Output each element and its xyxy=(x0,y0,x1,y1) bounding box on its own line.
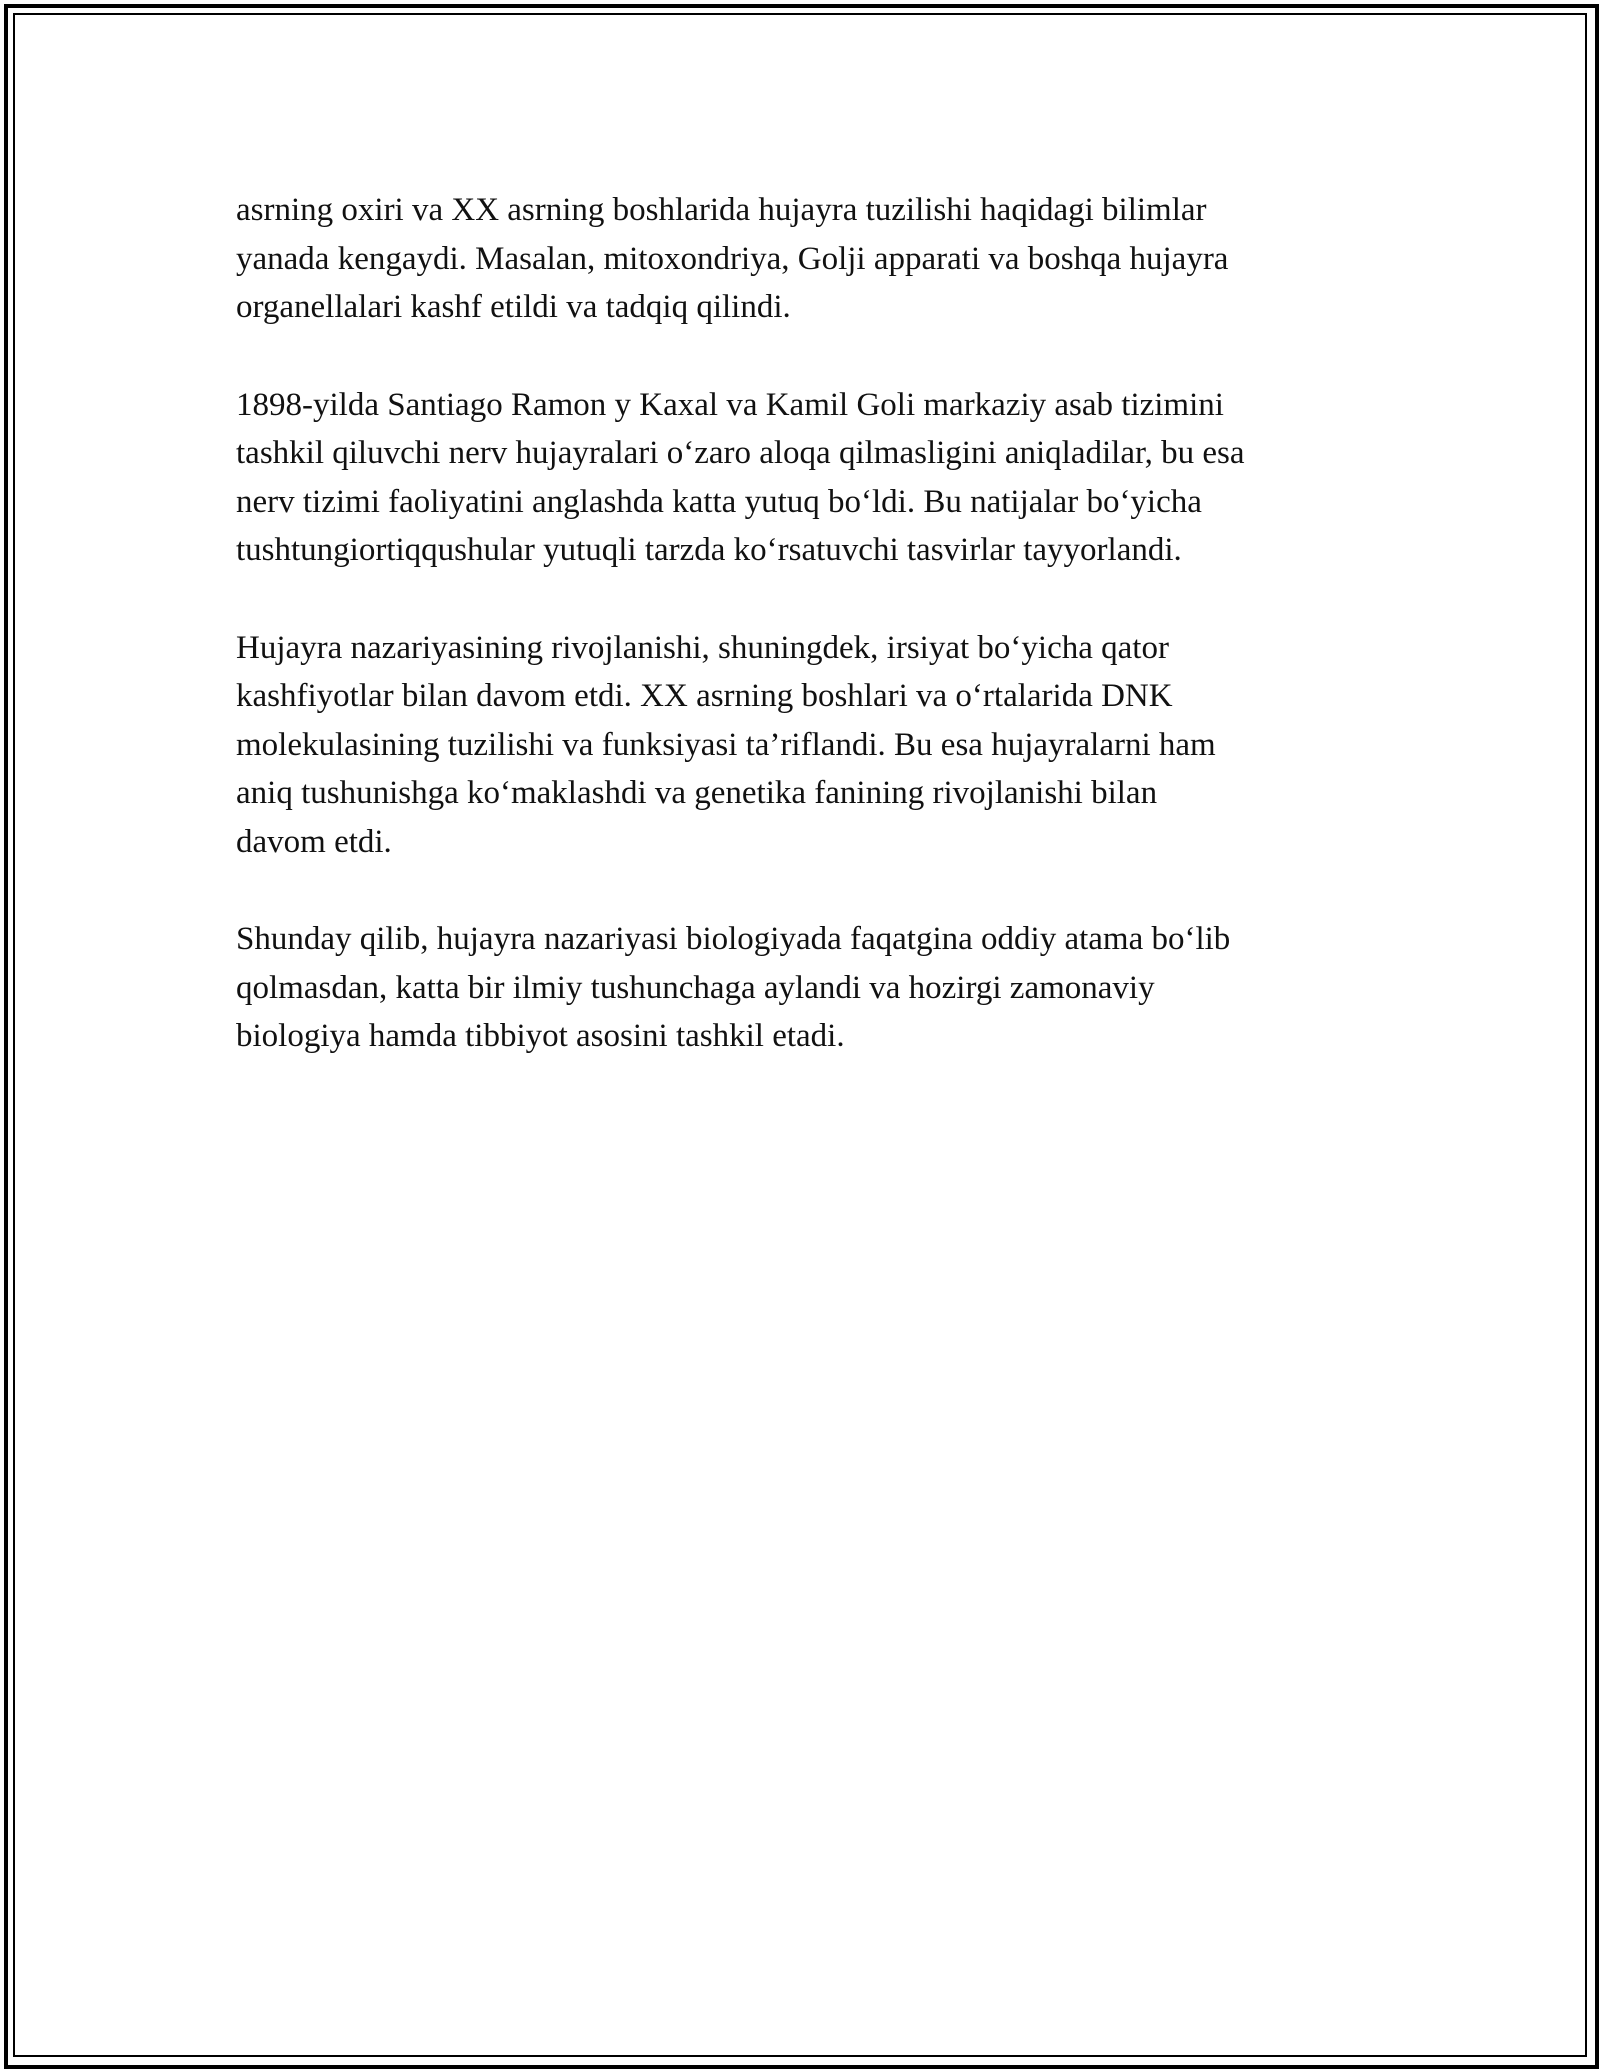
text-line: davom etdi. xyxy=(236,823,392,860)
text-line: asrning oxiri va XX asrning boshlarida hujayra tuzilishi haqidagi bilimlar xyxy=(236,192,1207,228)
paragraph-1 xyxy=(236,186,1386,332)
text-line: yanada kengaydi. Masalan, mitoxondriya, Golji apparati va boshqa hujayra xyxy=(236,240,1229,277)
text-line: tashkil qiluvchi nerv hujayralari o‘zaro aloqa qilmasligini aniqladilar, bu esa xyxy=(236,435,1245,471)
text-line: tushtungiortiqqushular yutuqli tarzda ko‘rsatuvchi tasvirlar tayyorlandi. xyxy=(236,532,1182,568)
text-line: biologiya hamda tibbiyot asosini tashkil etadi. xyxy=(236,1018,845,1054)
text-line: nerv tizimi faoliyatini anglashda katta yutuq bo‘ldi. Bu natijalar bo‘yicha xyxy=(236,483,1202,520)
paragraph-2 xyxy=(236,381,1386,575)
text-line: Shunday qilib, hujayra nazariyasi biologiyada faqatgina oddiy atama bo‘lib xyxy=(236,921,1231,957)
text-line: organellalari kashf etildi va tadqiq qilindi. xyxy=(236,289,791,325)
text-line: Hujayra nazariyasining rivojlanishi, shuningdek, irsiyat bo‘yicha qator xyxy=(236,629,1169,666)
paragraph-3 xyxy=(236,624,1386,867)
text-line: molekulasining tuzilishi va funksiyasi ta’riflandi. Bu esa hujayralarni ham xyxy=(236,726,1216,763)
text-line: kashfiyotlar bilan davom etdi. XX asrning boshlari va o‘rtalarida DNK xyxy=(236,678,1173,714)
document-body xyxy=(236,186,1386,1110)
paragraph-4 xyxy=(236,915,1386,1061)
text-line: 1898-yilda Santiago Ramon y Kaxal va Kamil Goli markaziy asab tizimini xyxy=(236,386,1224,423)
text-line: aniq tushunishga ko‘maklashdi va genetika fanining rivojlanishi bilan xyxy=(236,775,1158,811)
text-line: qolmasdan, katta bir ilmiy tushunchaga aylandi va hozirgi zamonaviy xyxy=(236,969,1155,1006)
